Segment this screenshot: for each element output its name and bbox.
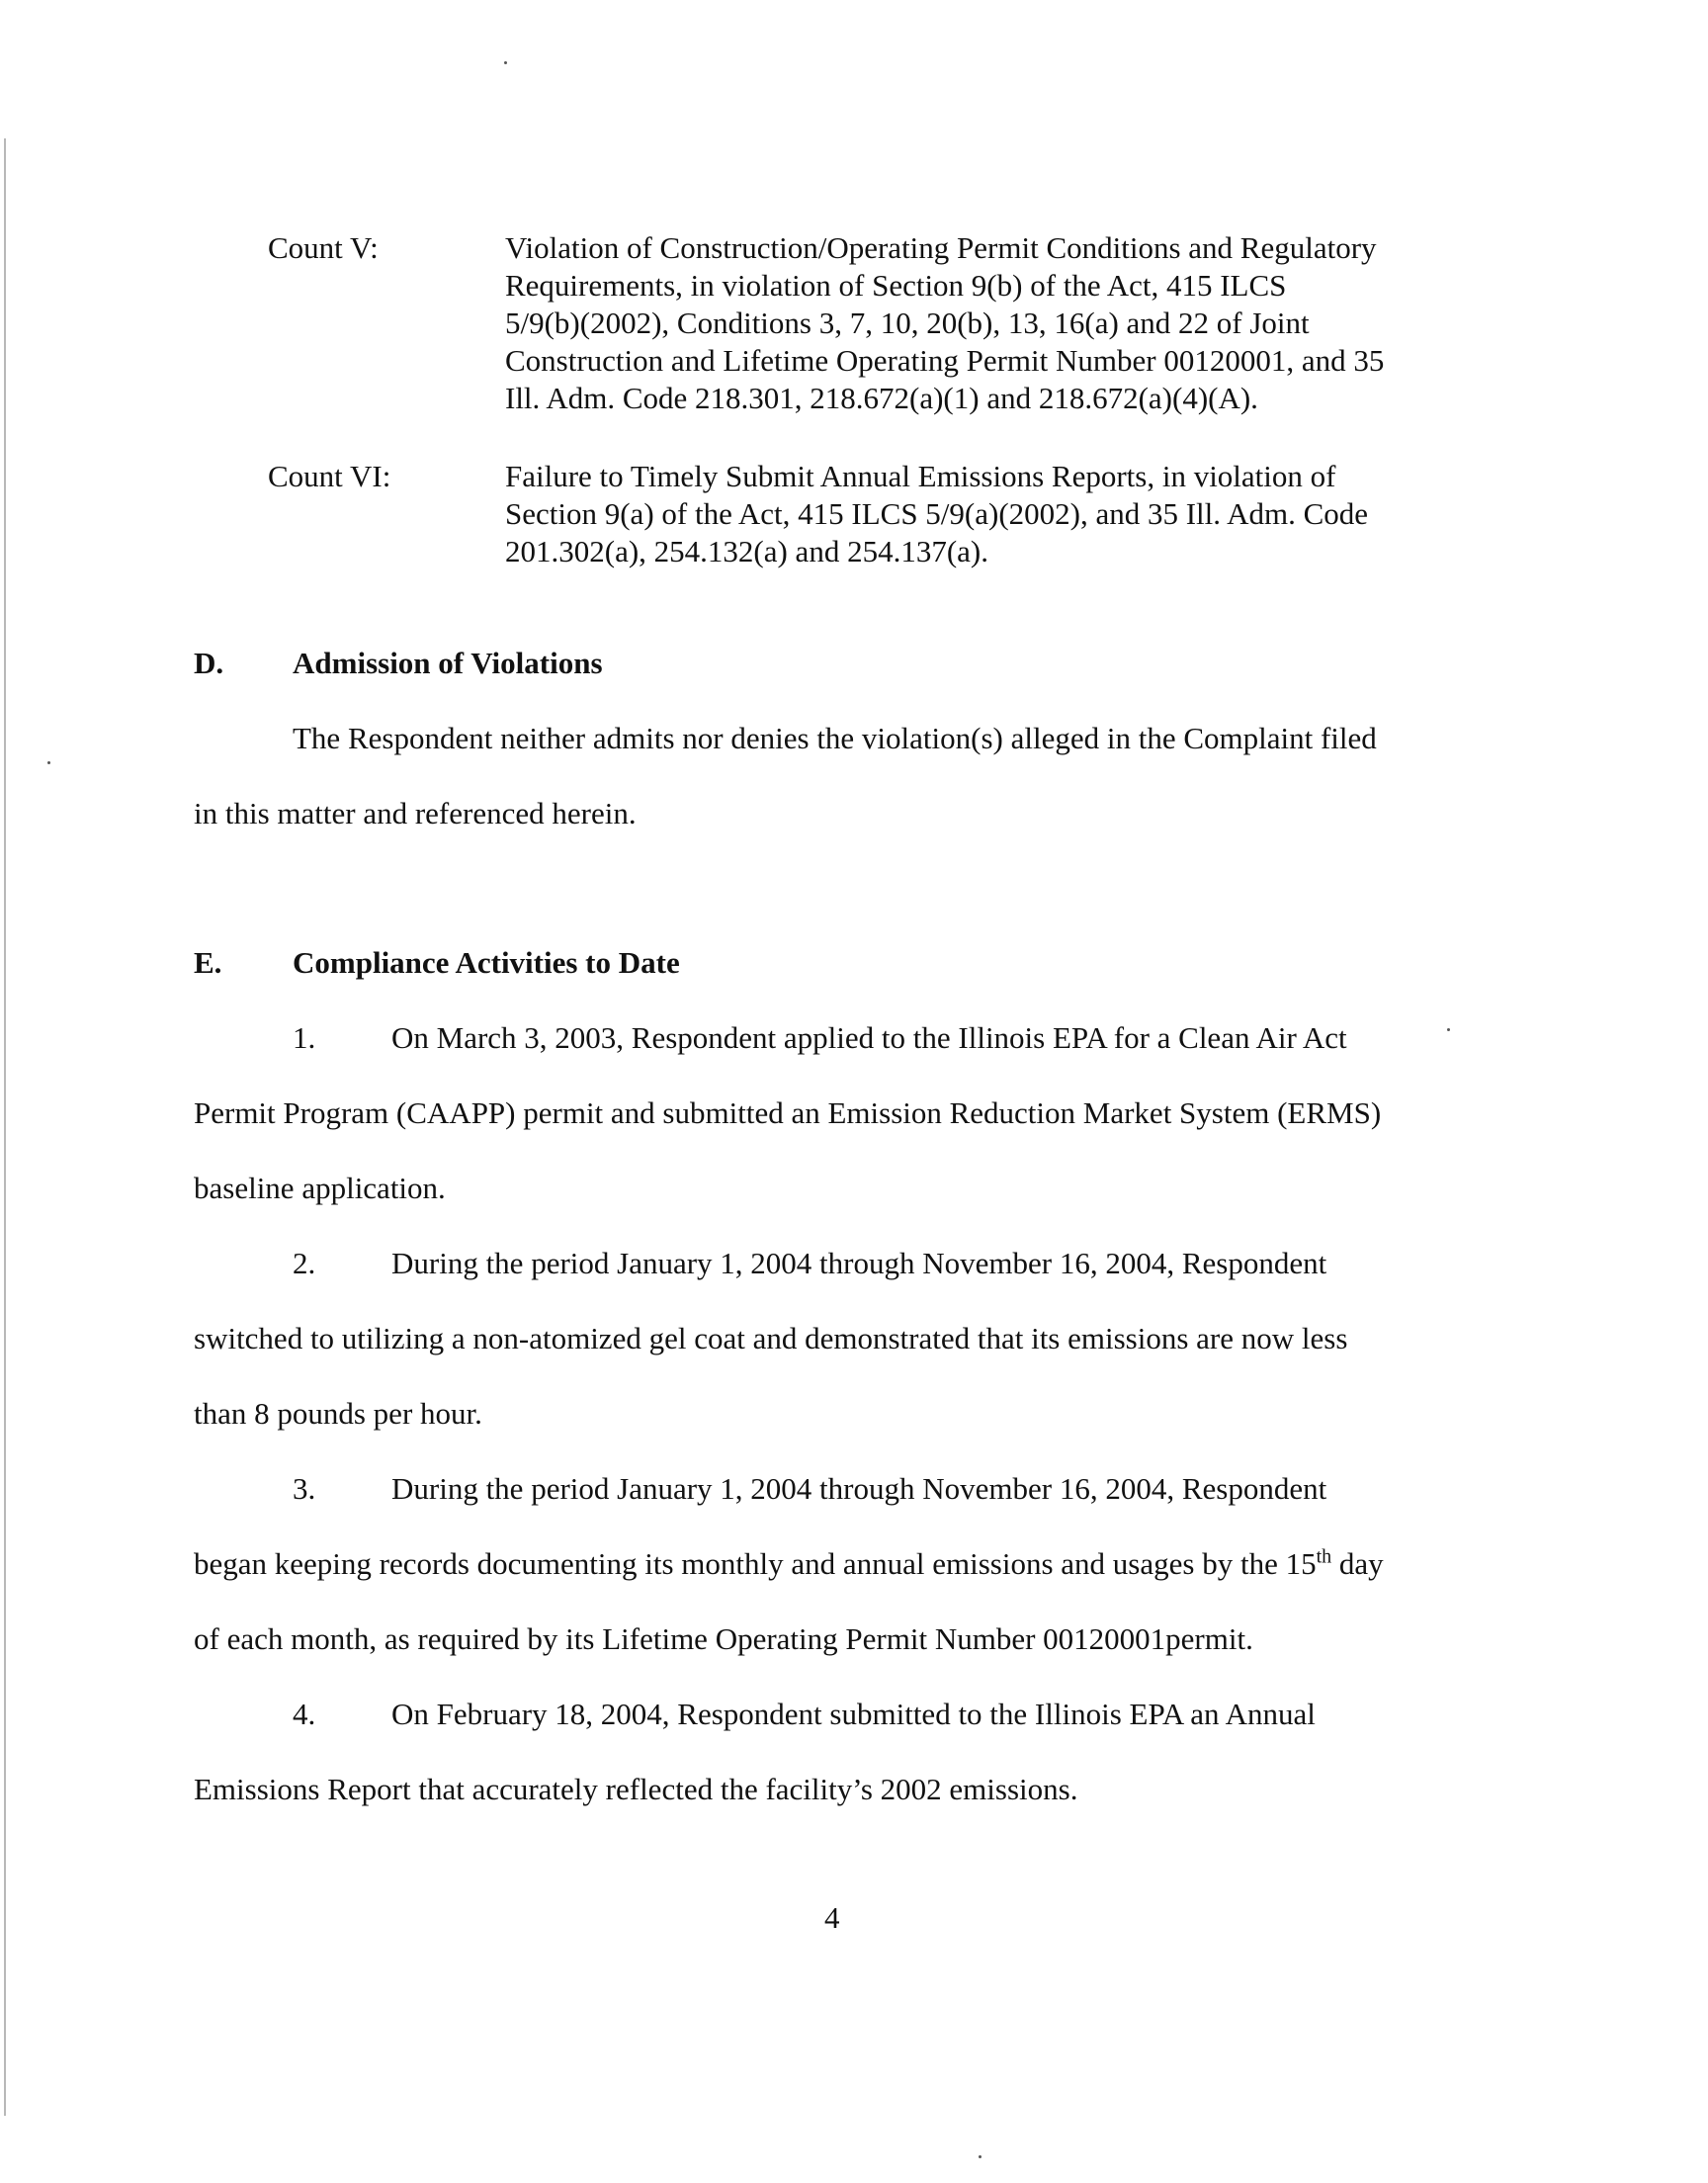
scan-speck: [504, 61, 507, 64]
item-number: 1.: [293, 1020, 316, 1055]
item-number: 4.: [293, 1697, 316, 1731]
item-1-line: baseline application.: [194, 1171, 446, 1205]
item-4-line: Emissions Report that accurately reflected the facility’s 2002 emissions.: [194, 1772, 1078, 1806]
item-number: 3.: [293, 1471, 316, 1506]
count-v-line: Requirements, in violation of Section 9(b) of the Act, 415 ILCS: [505, 268, 1287, 303]
section-e-title: Compliance Activities to Date: [293, 945, 680, 980]
section-d-line: The Respondent neither admits nor denies the violation(s) alleged in the Complaint filed: [293, 721, 1377, 755]
item-1-line: Permit Program (CAAPP) permit and submitted an Emission Reduction Market System (ERMS): [194, 1095, 1382, 1130]
item-2-line: than 8 pounds per hour.: [194, 1396, 482, 1431]
count-v-line: 5/9(b)(2002), Conditions 3, 7, 10, 20(b), 13, 16(a) and 22 of Joint: [505, 306, 1310, 340]
count-vi-label: Count VI:: [268, 459, 391, 493]
count-vi-line: Failure to Timely Submit Annual Emissions Reports, in violation of: [505, 459, 1336, 493]
scan-speck: [1447, 1028, 1450, 1031]
item-1-line: On March 3, 2003, Respondent applied to the Illinois EPA for a Clean Air Act: [391, 1020, 1347, 1055]
item-3-line: began keeping records documenting its monthly and annual emissions and usages by the 15: [194, 1546, 1317, 1581]
count-vi-line: 201.302(a), 254.132(a) and 254.137(a).: [505, 534, 988, 568]
section-d-letter: D.: [194, 646, 224, 680]
item-3-line: During the period January 1, 2004 through November 16, 2004, Respondent: [391, 1471, 1327, 1506]
page-number: 4: [824, 1900, 840, 1935]
count-v-line: Construction and Lifetime Operating Permit Number 00120001, and 35: [505, 343, 1385, 378]
item-3-line-with-superscript: [194, 1545, 1384, 1583]
count-v-text: [505, 229, 1494, 417]
item-3-line: of each month, as required by its Lifetime Operating Permit Number 00120001permit.: [194, 1621, 1253, 1656]
section-d-title: Admission of Violations: [293, 646, 603, 680]
item-4-line: On February 18, 2004, Respondent submitted to the Illinois EPA an Annual: [391, 1697, 1316, 1731]
section-d-line: in this matter and referenced herein.: [194, 796, 637, 830]
count-v-label: Count V:: [268, 230, 379, 265]
count-vi-line: Section 9(a) of the Act, 415 ILCS 5/9(a)(2002), and 35 Ill. Adm. Code: [505, 496, 1369, 531]
item-number: 2.: [293, 1246, 316, 1280]
count-vi-text: [505, 458, 1494, 570]
scan-speck: [979, 2155, 982, 2158]
scan-edge: [4, 138, 6, 2116]
item-3-line-tail: day: [1331, 1546, 1384, 1581]
scan-speck: [47, 761, 50, 764]
superscript: th: [1316, 1545, 1332, 1568]
item-2-line: During the period January 1, 2004 through November 16, 2004, Respondent: [391, 1246, 1327, 1280]
count-v-line: Ill. Adm. Code 218.301, 218.672(a)(1) and 218.672(a)(4)(A).: [505, 381, 1258, 415]
section-e-letter: E.: [194, 945, 222, 980]
item-2-line: switched to utilizing a non-atomized gel coat and demonstrated that its emissions are now less: [194, 1321, 1348, 1355]
count-v-line: Violation of Construction/Operating Permit Conditions and Regulatory: [505, 230, 1377, 265]
